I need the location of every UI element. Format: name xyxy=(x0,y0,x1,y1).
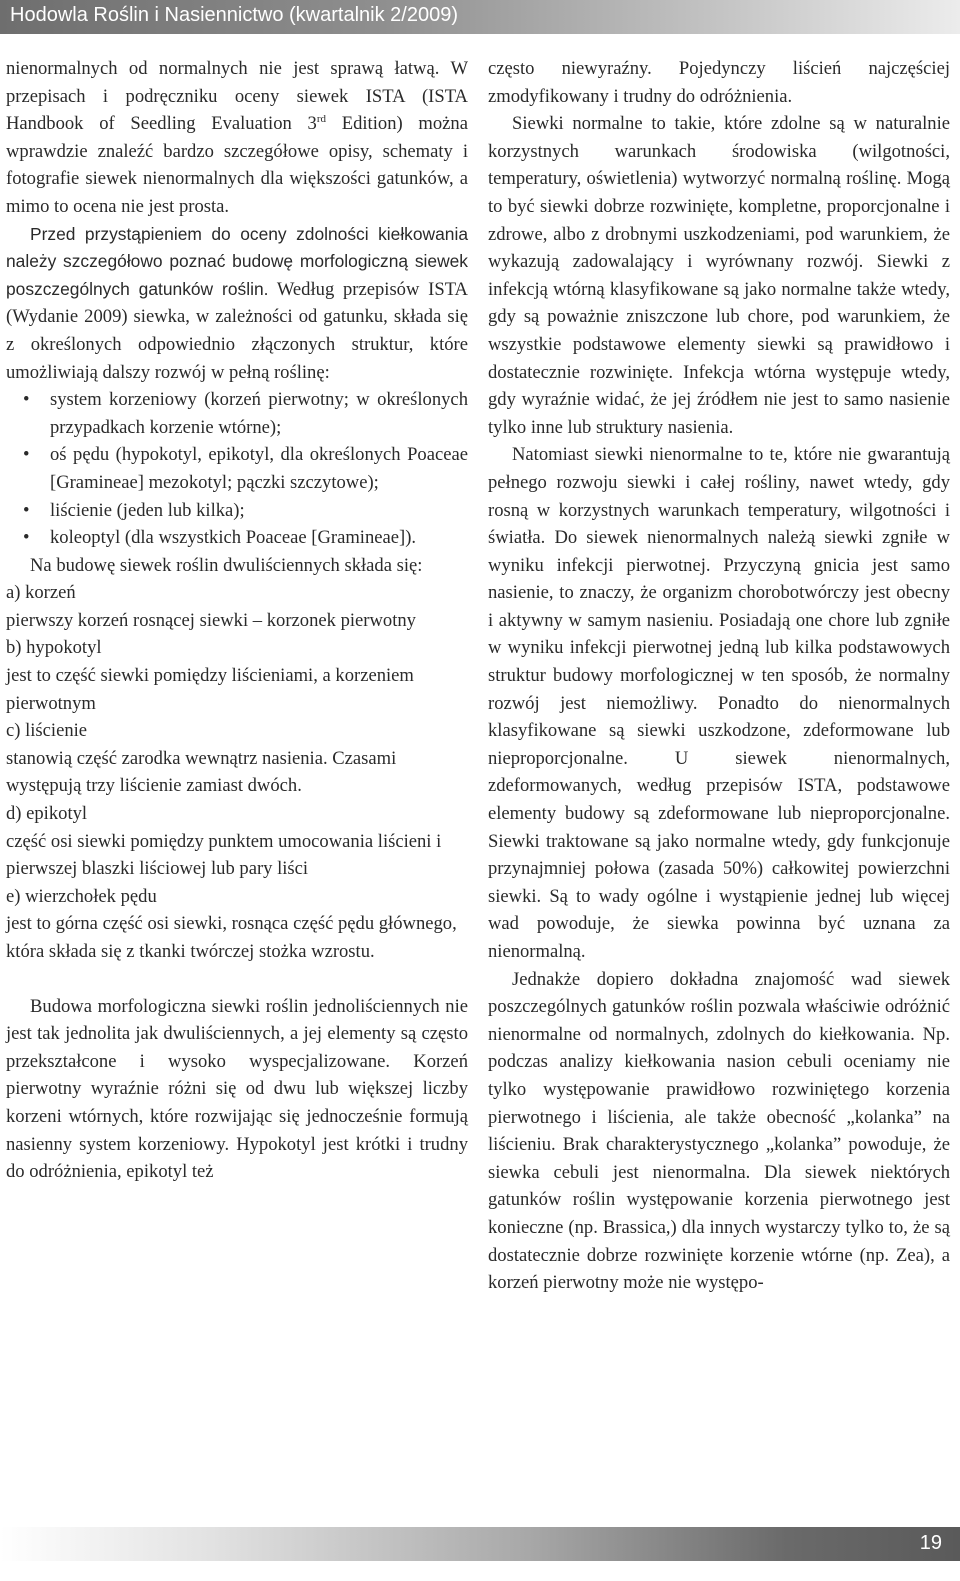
list-item: • koleoptyl (dla wszystkich Poaceae [Gramineae]). xyxy=(50,524,468,552)
journal-title: Hodowla Roślin i Nasiennictwo (kwartalnik 2/2009) xyxy=(10,4,458,26)
list-item: • oś pędu (hypokotyl, epikotyl, dla określonych Poaceae [Gramineae] mezokotyl; pączki szczytowe); xyxy=(50,441,468,496)
text-run: nienormalnych od normalnych nie jest sprawą łatwą. W przepisach i podręczniku oceny siewek ISTA (ISTA Handbook of Seedling Evaluation 3 xyxy=(6,58,468,135)
definition-text: stanowią część zarodka wewnątrz nasienia. Czasami występują trzy liścienie zamiast dwóch. xyxy=(6,747,397,797)
paragraph: Natomiast siewki nienormalne to te, które nie gwarantują pełnego rozwoju siewki i całej rośliny, nawet wtedy, gdy rosną w korzystnych warunkach temperatury, wilgotności i światła. Do siewek nienormalnych należą siewki zgniłe w wyniku infekcji pierwotnej. Przyczyną gnicia jest samo nasienie, to znaczy, że organizm chorobotwórczy jest obecny i aktywny w samym nasieniu. Posiadają one chore lub zgniłe w wyniku infekcji pierwotnej jedną lub kilka podstawowych struktur budowy morfologicznej w ten sposób, że normalny rozwój jest niemożliwy. Ponadto do nienormalnych klasyfikowane są siewki uszkodzone, zdeformowane lub nieproporcjonalne. U siewek nienormalnych, zdeformowanych, według przepisów ISTA, podstawowe elementy budowy są zdeformowane lub nieproporcjonalne. Siewki traktowane są jako normalne wtedy, gdy funkcjonuje przynajmniej połowa (zasada 50%) całkowitej powierzchni siewki. Są to wady ogólne i wystąpienie jednej lub więcej wad powoduje, że siewka powinna być uznana za nienormalną. xyxy=(488,444,950,962)
paragraph xyxy=(6,221,468,387)
definition-term: e) wierzchołek pędu xyxy=(6,885,157,907)
text-run: Przed przystąpieniem do oceny zdolności kiełkowania należy szczegółowo poznać budowę morfologiczną siewek poszczególnych gatunków roślin. xyxy=(6,223,468,299)
structure-list xyxy=(6,386,468,552)
list-item: • system korzeniowy (korzeń pierwotny; w określonych przypadkach korzenie wtórne); xyxy=(50,386,468,441)
definition-term: a) korzeń xyxy=(6,582,76,604)
page-footer xyxy=(0,1527,960,1561)
list-item: • liścienie (jeden lub kilka); xyxy=(50,497,468,525)
definition-term: d) epikotyl xyxy=(6,803,88,825)
running-header xyxy=(0,0,960,34)
definition-term: c) liścienie xyxy=(6,720,88,742)
paragraph: Jednakże dopiero dokładna znajomość wad siewek poszczególnych gatunków roślin pozwala właściwie odróżnić nienormalne od normalnych, zdolnych do kiełkowania. Np. podczas analizy kiełkowania nasion cebuli oceniamy nie tylko występowanie prawidłowo rozwiniętego korzenia pierwotnego i liścienia, ale także obecność „kolanka” na liścieniu. Brak charakterystycznego „kolanka” powoduje, że siewka cebuli jest nienormalna. Dla siewek niektórych gatunków roślin występowanie korzenia pierwotnego jest konieczne (np. Brassica,) dla innych wystarczy tylko to, że są dostatecznie dobrze rozwinięte korzenie wtórne (np. Zea), a korzeń pierwotny może nie występo- xyxy=(488,968,950,1294)
paragraph xyxy=(6,55,468,221)
text-run: Edition) można wprawdzie znaleźć bardzo szczegółowe opisy, schematy i fotografie siewek nienormalnych dla większości gatunków, a mimo to ocena nie jest prosta. xyxy=(6,113,468,217)
paragraph: Budowa morfologiczna siewki roślin jednoliściennych nie jest tak jednolita jak dwuliściennych, a jej elementy są często przekształcone i wysoko wyspecjalizowane. Korzeń pierwotny wyraźnie różni się od dwu lub większej liczby korzeni wtórnych, które rozwijając się jednocześnie formują nasienny system korzeniowy. Hypokotyl jest krótki i trudny do odróżnienia, epikotyl też xyxy=(6,995,468,1183)
definition-text: jest to górna część osi siewki, rosnąca część pędu głównego, która składa się z tkanki twórczej stożka wzrostu. xyxy=(6,913,457,962)
superscript: rd xyxy=(316,113,326,125)
spacer xyxy=(6,966,468,993)
paragraph: często niewyraźny. Pojedynczy liścień najczęściej zmodyfikowany i trudny do odróżnienia. xyxy=(488,58,950,107)
page-number: 19 xyxy=(919,1532,942,1554)
definition-text: pierwszy korzeń rosnącej siewki – korzonek pierwotny xyxy=(6,609,416,631)
definition-text: jest to część siewki pomiędzy liścieniami, a korzeniem pierwotnym xyxy=(6,665,414,714)
definition-text: część osi siewki pomiędzy punktem umocowania liścieni i pierwszej blaszki liściowej lub pary liści xyxy=(6,830,442,880)
paragraph: Na budowę siewek roślin dwuliściennych składa się: xyxy=(30,554,423,576)
definition-term: b) hypokotyl xyxy=(6,637,102,659)
text-run: Według przepisów ISTA (Wydanie 2009) siewka, w zależności od gatunku, składa się z określonych odpowiednio złączonych struktur, które umożliwiają dalszy rozwój w pełną roślinę: xyxy=(6,278,468,383)
paragraph: Siewki normalne to takie, które zdolne są w naturalnie korzystnych warunkach środowiska (wilgotności, temperatury, oświetlenia) wytworzyć normalną roślinę. Mogą to być siewki dobrze rozwinięte, kompletne, proporcjonalne i zdrowe, albo z drobnymi uszkodzeniami, pod warunkiem, że wykazują zadowalający i wyrównany rozwój. Siewki z infekcją wtórną klasyfikowane są jako normalne także wtedy, gdy są poważnie zniszczone lub chore, pod warunkiem, że wszystkie podstawowe elementy siewki są prawidłowo i dostatecznie rozwinięte. Infekcja wtórna występuje wtedy, gdy wyraźnie widać, że jej źródłem nie jest to samo nasienie tylko inne lub struktury nasienia. xyxy=(488,113,950,438)
right-column xyxy=(488,55,950,1297)
definition-list xyxy=(6,579,468,965)
left-column xyxy=(6,55,468,1186)
